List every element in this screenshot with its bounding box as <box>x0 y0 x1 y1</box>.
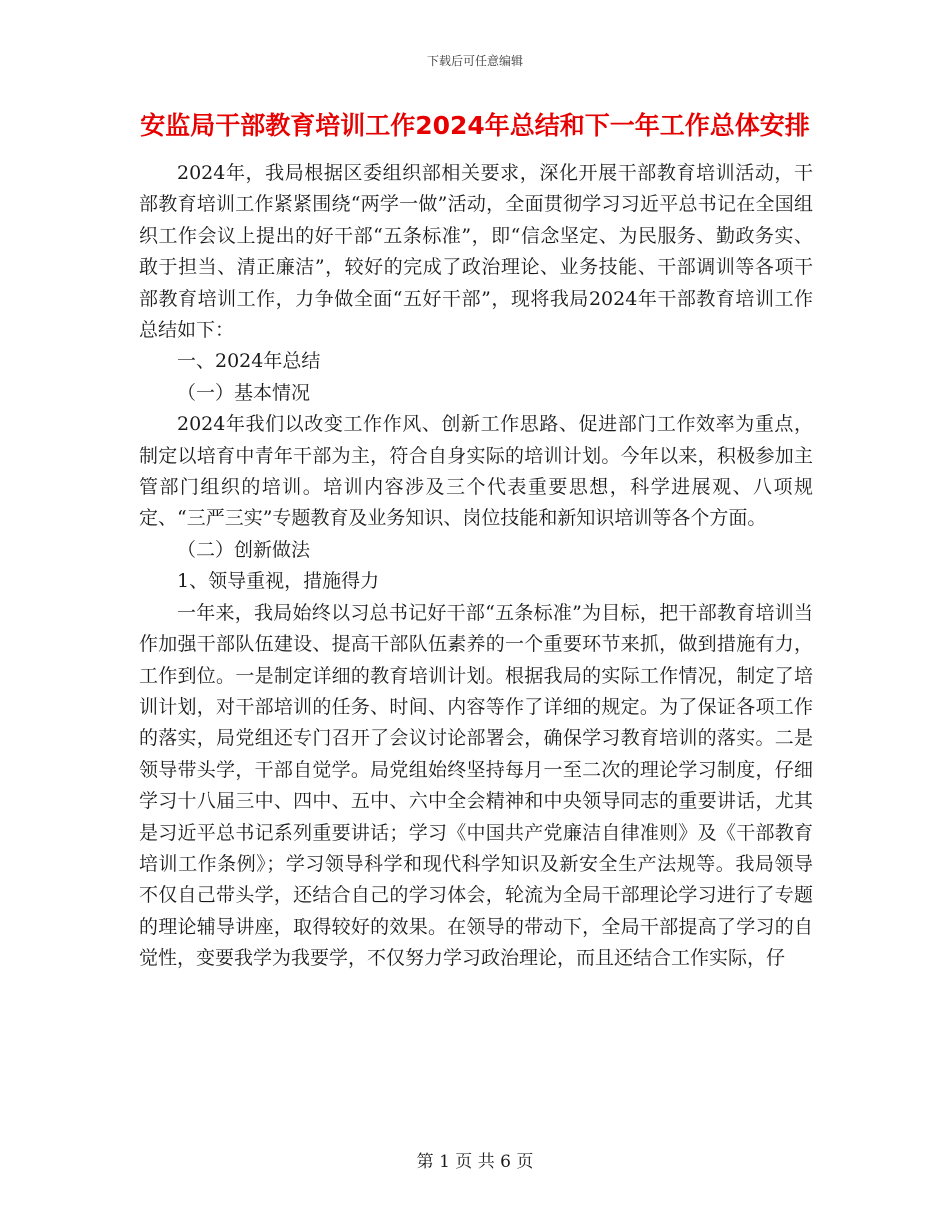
section-heading-summary: 一、2024年总结 <box>177 350 321 373</box>
item-heading-leadership: 1、领导重视，措施得力 <box>177 570 380 593</box>
paragraph-intro: 2024年，我局根据区委组织部相关要求，深化开展干部教育培训活动，干部教育培训工作紧紧围绕“两学一做”活动，全面贯彻学习习近平总书记在全国组织工作会议上提出的好干部“五条标准”，即“信念坚定、为民服务、勤政务实、敢于担当、清正廉洁”，较好的完成了政治理论、业务技能、干部调训等各项干部教育培训工作，力争做全面“五好干部”，现将我局2024年干部教育培训工作总结如下： <box>139 162 813 342</box>
document-body <box>139 158 813 975</box>
paragraph-leadership: 一年来，我局始终以习总书记好干部“五条标准”为目标，把干部教育培训当作加强干部队伍建设、提高干部队伍素养的一个重要环节来抓，做到措施有力，工作到位。一是制定详细的教育培训计划。根据我局的实际工作情况，制定了培训计划，对干部培训的任务、时间、内容等作了详细的规定。为了保证各项工作的落实，局党组还专门召开了会议讨论部署会，确保学习教育培训的落实。二是领导带头学，干部自觉学。局党组始终坚持每月一至二次的理论学习制度，仔细学习十八届三中、四中、五中、六中全会精神和中央领导同志的重要讲话，尤其是习近平总书记系列重要讲话；学习《中国共产党廉洁自律准则》及《干部教育培训工作条例》；学习领导科学和现代科学知识及新安全生产法规等。我局领导不仅自己带头学，还结合自己的学习体会，轮流为全局干部理论学习进行了专题的理论辅导讲座，取得较好的效果。在领导的带动下，全局干部提高了学习的自觉性，变要我学为我要学，不仅努力学习政治理论，而且还结合工作实际，仔 <box>139 601 813 970</box>
subsection-heading-basic: （一）基本情况 <box>177 381 311 404</box>
document-title: 安监局干部教育培训工作2024年总结和下一年工作总体安排 <box>140 111 810 140</box>
page-header-note: 下载后可任意编辑 <box>426 54 523 68</box>
subsection-heading-innovation: （二）创新做法 <box>177 538 311 561</box>
page-number: 第 1 页 共 6 页 <box>416 1152 534 1172</box>
paragraph-basic-situation: 2024年我们以改变工作作风、创新工作思路、促进部门工作效率为重点，制定以培育中青年干部为主，符合自身实际的培训计划。今年以来，积极参加主管部门组织的培训。培训内容涉及三个代表重要思想，科学进展观、八项规定、“三严三实”专题教育及业务知识、岗位技能和新知识培训等各个方面。 <box>139 413 813 530</box>
